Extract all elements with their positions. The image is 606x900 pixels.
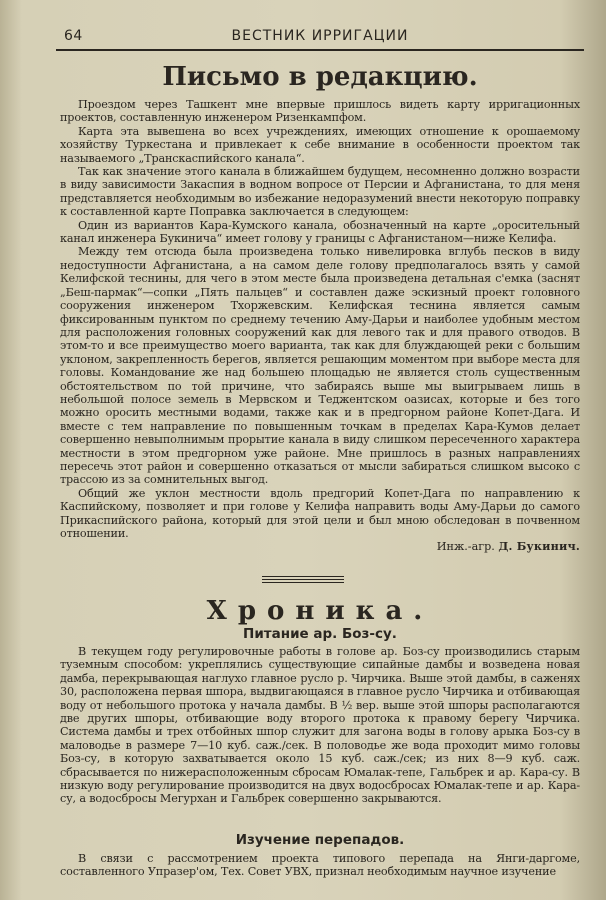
chronicle-section-body — [60, 645, 580, 806]
letter-paragraph: Между тем отсюда была произведена только нивелировка вглубь песков в виду недоступности Афганистана, а на самом деле голову предполагалось взять у самой Келифской теснины, для чего в этом месте была произведена детальная с'емка (заснят „Беш-пармак“—сопки „Пять пальцев“ и составлен даже эскизный проект головного сооружения инженером Тхоржевским. Келифская теснина является самым фиксированным пунктом по среднему течению Аму-Дарьи и наиболее удобным местом для расположения головных сооружений как для левого так и для правого отводов. В этом-то и все преимущество моего варианта, так как для блуждающей реки с большим уклоном, закрепленность берегов, является решающим моментом при выборе места для головы. Командование же над большею площадью не является столь существенным обстоятельством по той причине, что забираясь выше мы выигрываем лишь в небольшой полосе земель в Мервском и Теджентском оазисах, которые и без того можно оросить местными водами, также как и в предгорном районе Копет-Дага. И вместе с тем направление по повышенным точкам в пределах Кара-Кумов делает совершенно невыполнимым прорытие канала в виду слишком пересеченного характера местности в этом предгорном уже районе. Мне пришлось в разных направлениях пересечь этот район и совершенно отказаться от мысли забираться слишком высоко с трассою из за сомнительных выгод. — [60, 245, 580, 487]
letter-paragraph: Один из вариантов Кара-Кумского канала, обозначенный на карте „оросительный канал инженера Букинича“ имеет голову у границы с Афганистаном—ниже Келифа. — [60, 218, 580, 246]
letter-paragraph: Карта эта вывешена во всех учреждениях, имеющих отношение к орошаемому хозяйству Туркестана и привлекает к себе внимание в особенности проектом так называемого „Транскаспийского канала“. — [60, 124, 580, 165]
section-heading: Питание ар. Боз-су. — [243, 626, 397, 642]
letter-paragraph: Общий же уклон местности вдоль предгорий Копет-Дага по направлению к Каспийскому, позволяет и при голове у Келифа направить воды Аму-Дарьи до самого Прикаспийского района, который для этой цели и был мною обследован в почвенном отношении. — [60, 486, 580, 540]
page-number: 64 — [64, 28, 83, 44]
letter-paragraph: Проездом через Ташкент мне впервые пришлось видеть карту ирригационных проектов, составленную инженером Ризенкампфом. — [60, 98, 580, 125]
chronicle-paragraph: В текущем году регулировочные работы в голове ар. Боз-су производились старым туземным способом: укреплялись существующие сипайные дамбы и возведена новая дамба, перекрывающая наглухо главное русло р. Чирчика. Выше этой дамбы, в саженях 30, расположена первая шпора, выдвигающаяся в главное русло Чирчика и отбивающая воду от небольшого протока у начала дамбы. В ½ вер. выше этой шпоры располагаются две других шпоры, отбивающие воду второго протока к правому берегу Чирчика. Система дамбы и трех отбойных шпор служит для загона воды в голову арыка Боз-су в маловодье в размере 7—10 куб. саж./сек. В половодье же вода проходит мимо головы Боз-су, в которую захватывается около 15 куб. саж./сек; из них 8—9 куб. саж. сбрасывается по нижерасположенным сбросам Юмалак-тепе, Гальбрек и ар. Кара-су. В низкую воду регулирование производится на двух водосбросах Юмалак-тепе и ар. Кара-су, а водосбросы Мегурхан и Гальбрек совершенно закрываются. — [60, 645, 580, 806]
chronicle-paragraph: В связи с рассмотрением проекта типового перепада на Янги-даргоме, составленного Упразер'ом, Тех. Совет УВХ, признал необходимым научное изучение — [60, 852, 580, 879]
running-title: ВЕСТНИК ИРРИГАЦИИ — [231, 28, 409, 44]
signature-prefix: Инж.-агр. — [436, 540, 495, 554]
header-rule — [56, 49, 584, 51]
signature-name: Д. Букинич. — [498, 539, 580, 554]
letter-body — [60, 98, 580, 554]
letter-title: Письмо в редакцию. — [162, 62, 478, 92]
chronicle-section-body — [60, 852, 580, 879]
page-header — [56, 22, 584, 48]
letter-paragraph: Так как значение этого канала в ближайшем будущем, несомненно должно возрасти в виду зависимости Закаспия в водном вопросе от Персии и Афганистана, то для меня представляется необходимым во избежание недоразумений внести некоторую поправку к составленной карте Поправка заключается в следующем: — [60, 165, 580, 219]
chronicle-title: Хроника. — [206, 596, 434, 626]
signature — [60, 540, 580, 553]
section-heading: Изучение перепадов. — [235, 832, 405, 848]
section-divider — [262, 576, 344, 584]
